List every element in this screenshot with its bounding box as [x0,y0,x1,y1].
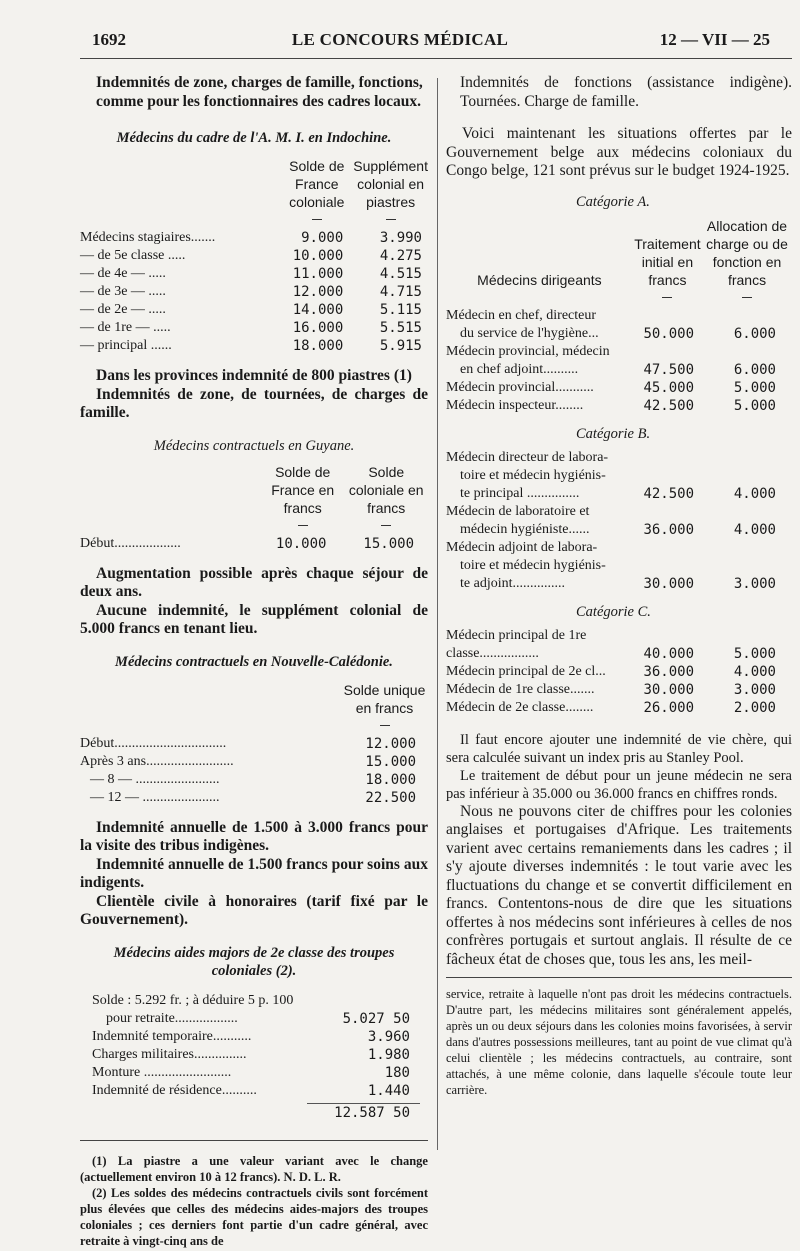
table-row: Indemnité de résidence.......... 1.440 [92,1082,410,1099]
guyane-header-b: Solde coloniale en francs [348,463,424,516]
belge-paragraph: Voici maintenant les situations offertes par le Gouvernement belge aux médecins coloniaux du Congo belge, 121 sont prévus sur le budget 1924-1925. [446,125,792,179]
table-row: Médecin principal de 2e cl... 36.000 4.000 [446,663,776,680]
nouvelle-caledonie-title: Médecins contractuels en Nouvelle-Calédonie. [115,653,393,670]
table-row: — 12 — ...................... 22.500 [90,789,416,806]
table-row: Début................................ 12.000 [80,735,416,752]
table-row: Après 3 ans......................... 15.000 [80,753,416,770]
category-c-title: Catégorie C. [576,603,651,620]
journal-title: LE CONCOURS MÉDICAL [291,30,509,49]
table-row: Charges militaires............... 1.980 [92,1046,410,1063]
troupes-title: Médecins aides majors de 2e classe des troupes coloniales (2). [113,944,395,979]
table-row: médecin hygiéniste...... 36.000 4.000 [460,521,776,538]
troupes-intro: Solde : 5.292 fr. ; à déduire 5 p. 100 [92,992,294,1008]
table-row: — de 3e — ..... 12.000 4.715 [80,284,422,300]
category-b-title: Catégorie B. [576,425,651,442]
table-row: du service de l'hygiène... 50.000 6.000 [460,325,776,342]
belge-table-c: Médecin principal de 1re classe................. 40.000 5.000 Médecin principal de 2e cl... 36.000 4.000 Médecin de 1re classe....... 30.000 3.000 Médecin de 2e classe........ 26.000 2.000 [446,627,792,717]
nc-paragraph-2: Indemnité annuelle de 1.500 francs pour soins aux indigents. [80,855,428,891]
nouvelle-caledonie-header: Solde unique en francs [343,681,426,716]
indochine-title: Médecins du cadre de l'A. M. I. en Indochine. [116,130,392,146]
guyane-paragraph-1: Augmentation possible après chaque séjour de deux ans. [80,564,428,600]
right-footnote-rule [446,977,792,978]
footnote-continuation: service, retraite à laquelle n'ont pas droit les médecins contractuels. D'autre part, les médecins militaires sont généralement appelés, après un ou deux séjours dans les colonies moins favorisées, à servir dans d'autres possessions meilleures, tant au point de vue climat qu'à celui clientèle ; les médecins contractuels, au contraire, sont attachés, à une même colonie, dans laquelle s'écoule toute leur carrière. [446,987,792,1097]
footnote-1: (1) La piastre a une valeur variant avec le change (actuellement environ 10 à 12 francs). N. D. L. R. [80,1153,428,1184]
belge-table-a: Médecins dirigeants Traitement initial en francs Allocation de charge ou de fonction en francs Médecin en chef, directeur du service de l'hygiène... 50.000 6.000 Médecin provincial, médecin en chef adjoint.......... 47.500 6.000 Médecin provincial........... 45.000 5.000 Médecin inspecteur........ 42.500 5.000 [446,217,792,415]
table-row: Indemnité temporaire........... 3.960 [92,1028,410,1045]
table-row: — principal ...... 18.000 5.915 [80,338,422,354]
table-row: Médecins stagiaires....... 9.000 3.990 [80,230,422,246]
issue-date: 12 — VII — 25 [659,30,770,49]
table-row: Médecin de 1re classe....... 30.000 3.000 [446,681,776,698]
table-row: classe................. 40.000 5.000 [446,645,776,662]
right-intro: Indemnités de fonctions (assistance indigène). Tournées. Charge de famille. [460,74,792,110]
belge-table-b: Médecin directeur de labora- toire et médecin hygiénis- te principal ............... 42.500 4.000 Médecin de laboratoire et médecin hygiéniste...... 36.000 4.000 Médecin adjoint de labora- toire et médecin hygiénis- te adjoint............... 30.000 3.000 [446,449,792,593]
nouvelle-caledonie-table [80,681,428,807]
table-row: pour retraite.................. 5.027 50 [106,1010,410,1027]
guyane-paragraph-2: Aucune indemnité, le supplément colonial de 5.000 francs en tenant lieu. [80,601,428,637]
nc-paragraph-3: Clientèle civile à honoraires (tarif fixé par le Gouvernement). [80,892,428,928]
right-column [446,74,792,1098]
right-paragraph-2: Le traitement de début pour un jeune médecin ne sera pas inférieur à 35.000 ou 36.000 francs en chiffres ronds. [446,767,792,802]
table-row: Médecin inspecteur........ 42.500 5.000 [446,397,776,414]
indochine-note-1: Dans les provinces indemnité de 800 piastres (1) [96,367,412,384]
troupes-table [80,1010,428,1122]
table-row: — de 5e classe ..... 10.000 4.275 [80,248,422,264]
nc-paragraph-1: Indemnité annuelle de 1.500 à 3.000 francs pour la visite des tribus indigènes. [80,818,428,854]
table-row: — de 2e — ..... 14.000 5.115 [80,302,422,318]
right-paragraph-3: Nous ne pouvons citer de chiffres pour les colonies anglaises et portugaises d'Afrique. Les traitements varient avec certains remaniements dans les cadres ; il s'y ajoute diverses indemnités : le tout varie avec les fluctuations du change et se convertit difficilement en francs. Contentons-nous de dire que les situations offertes à nos médecins sont inférieures à celles de nos confrères portugais et surtout anglais. Il résulte de ce fâcheux état de choses que, tous les ans, les meil- [446,802,792,968]
footnote-2: (2) Les soldes des médecins contractuels civils sont forcément plus élevées que celles des médecins aides-majors des troupes coloniales ; ces derniers font partie d'un cadre général, avec retraite à vingt-cinq ans de [80,1185,428,1248]
troupes-total-row: 12.587 50 [334,1104,410,1121]
category-a-title: Catégorie A. [576,193,650,210]
table-row: — de 4e — ..... 11.000 4.515 [80,266,422,282]
table-row: Monture ......................... 180 [92,1064,410,1081]
intro-paragraph: Indemnités de zone, charges de famille, fonctions, comme pour les fonctionnaires des cadres locaux. [96,74,423,110]
table-row: Médecin provincial........... 45.000 5.000 [446,379,776,396]
page-number: 1692 [92,30,126,49]
indochine-table [80,157,428,355]
table-row: — 8 — ........................ 18.000 [90,771,416,788]
table-row: — de 1re — ..... 16.000 5.515 [80,320,422,336]
guyane-header-a: Solde de France en francs [271,463,335,516]
right-paragraph-1: Il faut encore ajouter une indemnité de vie chère, qui sera calculée suivant un index pris au Stanley Pool. [446,731,792,766]
belge-header-1: Médecins dirigeants [477,271,602,288]
table-row: te principal ............... 42.500 4.000 [460,485,776,502]
table-row: Médecin de 2e classe........ 26.000 2.000 [446,699,776,716]
belge-header-3: Allocation de charge ou de fonction en francs [706,217,788,288]
table-row: te adjoint............... 30.000 3.000 [460,575,776,592]
table-row: en chef adjoint.......... 47.500 6.000 [460,361,776,378]
belge-header-2: Traitement initial en francs [634,235,701,288]
header-rule [80,58,792,59]
left-column [80,74,428,1249]
indochine-header-a: Solde de France coloniale [289,158,345,210]
guyane-title: Médecins contractuels en Guyane. [153,437,355,454]
indochine-header-b: Supplément colonial en piastres [353,158,428,210]
indochine-note-2: Indemnités de zone, de tournées, de charges de famille. [80,385,428,421]
guyane-table [80,463,428,553]
table-row: Début................... 10.000 15.000 [80,535,414,552]
column-divider [437,78,438,1150]
footnote-rule [80,1140,428,1141]
